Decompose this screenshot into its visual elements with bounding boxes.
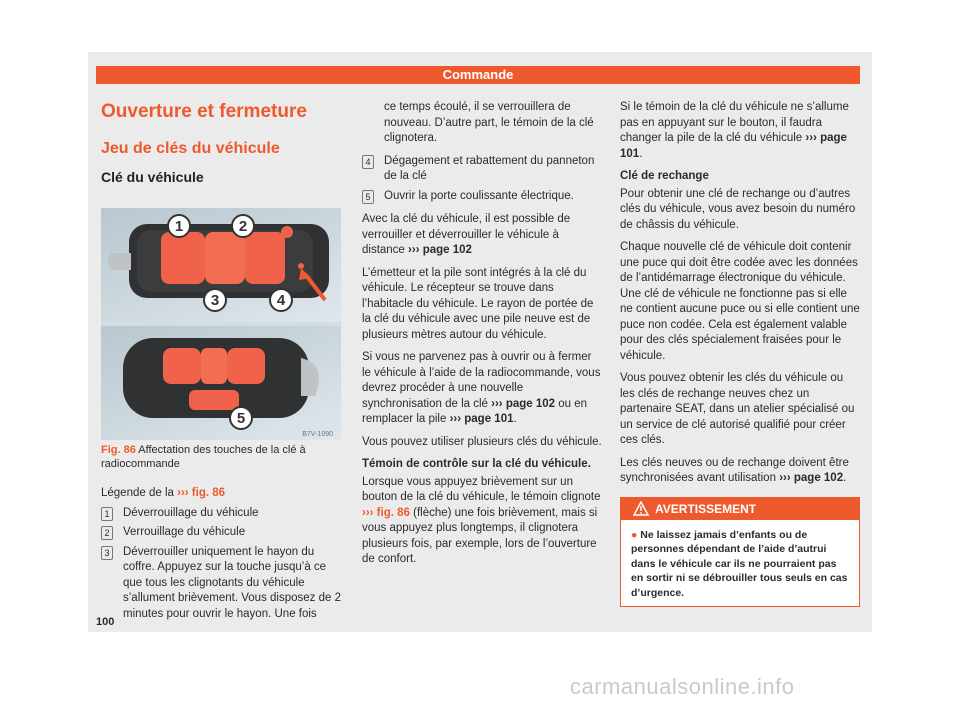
watermark: carmanualsonline.info [570, 674, 795, 699]
paragraph: L’émetteur et la pile sont intégrés à la clé du véhicule. Le récepteur se trouve dans l’habitacle du véhicule. Le rayon de portée de la clé du véhicule avec une pile neuve est de plusieurs mètres autour du véhicule. [362, 266, 594, 341]
paragraph: Chaque nouvelle clé de véhicule doit contenir une puce qui doit être codée avec les données de l’antidémarrage électronique du véhicule. Une clé de véhicule ne fonctionne pas si elle ne contient aucune puce ou si elle contient une puce non codée. Cela est également valable pour des clés spécialement fraisées pour le véhicule. [620, 241, 860, 362]
page-title: Ouverture et fermeture [101, 101, 307, 122]
paragraph-text: Lorsque vous appuyez brièvement sur un bouton de la clé du véhicule, le témoin clignote [362, 475, 601, 503]
image-code: B7V-1090 [302, 431, 333, 438]
subheading: Témoin de contrôle sur la clé du véhicule. [362, 458, 591, 470]
warning-title: AVERTISSEMENT [655, 501, 757, 516]
figure-ref-link[interactable]: ››› fig. 86 [362, 506, 410, 519]
page-ref-link[interactable]: ››› page 101 [449, 413, 514, 425]
item-number: 1 [101, 507, 113, 521]
figure-caption-text: Affectation des touches de la clé à radiocommande [101, 444, 306, 470]
item-number: 5 [362, 190, 374, 204]
list-item [362, 154, 602, 185]
section-title: Jeu de clés du véhicule [101, 140, 280, 157]
page-ref-link[interactable]: ››› page 101 [620, 132, 847, 160]
paragraph-text: Si vous ne parvenez pas à ouvrir ou à fermer le véhicule à l’aide de la radiocommande, vous devrez procéder à une nouvelle synchronisation de la clé [362, 351, 601, 410]
legend-prefix: Légende de la [101, 487, 174, 499]
legend-ref-link[interactable]: ››› fig. 86 [177, 487, 226, 499]
paragraph: Les clés neuves ou de rechange doivent être synchronisées avant utilisation ››› page 102. [620, 456, 849, 484]
item-text: Verrouillage du véhicule [123, 526, 246, 538]
bullet-icon: ● [631, 528, 638, 541]
section-header: Commande [96, 66, 860, 84]
subsection-title: Clé du véhicule [101, 169, 204, 185]
column-1 [101, 100, 341, 186]
paragraph-text: Les clés neuves ou de rechange doivent être synchronisées avant utilisation [620, 456, 849, 484]
paragraph: Vous pouvez utiliser plusieurs clés du véhicule. [362, 435, 602, 448]
item-text: Déverrouillage du véhicule [123, 506, 259, 519]
warning-body [621, 520, 859, 607]
callout-3: 3 [210, 292, 220, 309]
item-text: Ouvrir la porte coulissante électrique. [384, 189, 574, 202]
legend-block [101, 486, 341, 626]
column-3 [620, 100, 860, 607]
list-item [101, 545, 341, 623]
item-number: 4 [362, 155, 374, 169]
paragraph [362, 212, 602, 259]
paragraph-text: ou en remplacer la pile [362, 397, 588, 425]
page-ref-link[interactable]: ››› page 102 [779, 472, 844, 484]
list-item [101, 506, 341, 522]
item-number: 2 [101, 526, 113, 540]
paragraph: Si le témoin de la clé du véhicule ne s’allume pas en appuyant sur le bouton, il faudra changer la pile de la clé du véhicule ››› page 101. [620, 101, 849, 160]
figure-label: Fig. 86 [101, 444, 136, 456]
paragraph: Pour obtenir une clé de rechange ou d’autres clés du véhicule, vous avez besoin du numéro de châssis du véhicule. [620, 187, 856, 231]
paragraph-text: Si le témoin de la clé du véhicule ne s’allume pas en appuyant sur le bouton, il faudra changer la pile de la clé du véhicule [620, 101, 849, 144]
key-figure [101, 208, 341, 440]
subheading: Clé de rechange [620, 170, 709, 182]
callout-4: 4 [276, 292, 286, 309]
paragraph [362, 475, 602, 568]
key-bottom-illustration [123, 338, 319, 418]
item-continuation: ce temps écoulé, il se verrouillera de nouveau. D’autre part, le témoin de la clé clignotera. [384, 101, 594, 144]
paragraph: Vous pouvez obtenir les clés du véhicule ou les clés de rechange neuves chez un partenaire SEAT, dans un atelier spécialisé ou un service de clé autorisé qualifié pour créer ces clés. [620, 372, 855, 446]
warning-box [620, 497, 860, 608]
callout-2: 2 [238, 218, 248, 235]
callout-1: 1 [174, 218, 184, 235]
item-text: Dégagement et rabattement du panneton de la clé [384, 154, 595, 182]
warning-header [621, 498, 859, 520]
warning-text: Ne laissez jamais d’enfants ou de personnes dépendant de l’aide d’autrui dans le véhicule car ils ne pourraient pas en sortir ni se débrouiller tous seuls en cas d’urgence. [631, 528, 848, 599]
item-number: 3 [101, 546, 113, 560]
callout-5: 5 [236, 410, 246, 427]
page-number: 100 [96, 616, 115, 628]
page-ref-link[interactable]: ››› page 102 [408, 244, 472, 256]
list-item [101, 525, 341, 541]
paragraph: Si vous ne parvenez pas à ouvrir ou à fermer le véhicule à l’aide de la radiocommande, vous devrez procéder à une nouvelle synchronisation de la clé ››› page 102 ou en remplacer la pile ››› page 101. [362, 351, 601, 425]
list-item [362, 189, 602, 205]
paragraph-text: Avec la clé du véhicule, il est possible de verrouiller et déverrouiller le véhicule à distance [362, 213, 571, 256]
column-2 [362, 100, 602, 575]
figure-caption [101, 444, 341, 471]
page-ref-link[interactable]: ››› page 102 [491, 397, 556, 410]
paragraph-text: (flèche) une fois brièvement, mais si vous appuyez plus longtemps, il clignotera plusieurs fois, par exemple, lors de l’ouverture de confort. [362, 506, 598, 565]
item-text: Déverrouiller uniquement le hayon du coffre. Appuyez sur la touche jusqu’à ce que tous les clignotants du véhicule s’allument brièvement. Vous disposez de 2 minutes pour ouvrir le hayon. Une fois [123, 545, 341, 620]
